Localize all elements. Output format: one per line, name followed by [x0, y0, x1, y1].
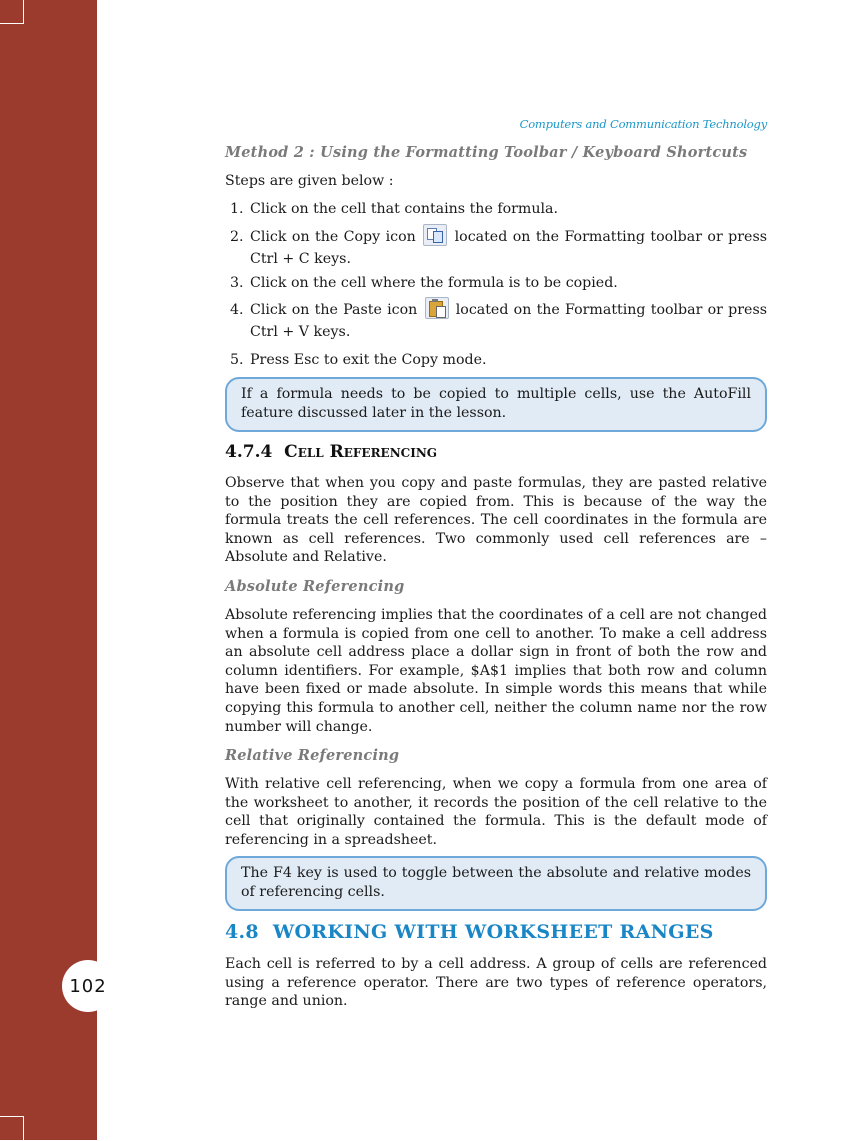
- note-box: The F4 key is used to toggle between the absolute and relative modes of referencing cells.: [225, 856, 767, 911]
- absolute-referencing-heading: Absolute Referencing: [225, 578, 405, 595]
- relative-referencing-heading: Relative Referencing: [225, 747, 400, 764]
- paragraph-ranges: Each cell is referred to by a cell address. A group of cells are referenced using a reference operator. There are two types of reference operators, range and union.: [225, 956, 767, 1010]
- step-number: 3.: [230, 275, 244, 291]
- copy-icon: [423, 224, 447, 246]
- step-text: Click on the Copy icon located on the Formatting toolbar or press Ctrl + C keys.: [250, 226, 767, 270]
- crop-mark-top: [0, 0, 24, 24]
- section-heading: 4.8 WORKING WITH WORKSHEET RANGES: [225, 921, 714, 943]
- step-number: 1.: [230, 201, 244, 217]
- paragraph-cell-referencing: Observe that when you copy and paste formulas, they are pasted relative to the position they are copied from. This is because of the way the formula treats the cell references. The cell coordinates in the formula are known as cell references. Two commonly used cell references are – Absolute and Relative.: [225, 475, 767, 566]
- steps-intro: Steps are given below :: [225, 173, 394, 189]
- note-box: If a formula needs to be copied to multiple cells, use the AutoFill feature discussed later in the lesson.: [225, 377, 767, 432]
- paragraph-relative: With relative cell referencing, when we copy a formula from one area of the worksheet to another, it records the position of the cell relative to the cell that originally contained the formula. This is the default mode of referencing in a spreadsheet.: [225, 776, 767, 848]
- section-heading: 4.7.4 Cell Referencing: [225, 442, 438, 462]
- page-number: 102: [62, 960, 114, 1012]
- crop-mark-bottom: [0, 1116, 24, 1141]
- method-heading: Method 2 : Using the Formatting Toolbar / Keyboard Shortcuts: [225, 144, 748, 161]
- step-number: 2.: [230, 229, 244, 245]
- paste-icon: [425, 297, 449, 319]
- step-text: Click on the Paste icon located on the Formatting toolbar or press Ctrl + V keys.: [250, 299, 767, 343]
- step-number: 4.: [230, 302, 244, 318]
- paragraph-absolute: Absolute referencing implies that the coordinates of a cell are not changed when a formula is copied from one cell to another. To make a cell address an absolute cell address place a dollar sign in front of both the row and column identifiers. For example, $A$1 implies that both row and column have been fixed or made absolute. In simple words this means that while copying this formula to another cell, neither the column name nor the row number will change.: [225, 607, 767, 735]
- step-text: Click on the cell where the formula is to be copied.: [250, 275, 618, 291]
- running-header: Computers and Communication Technology: [519, 117, 767, 131]
- step-text: Click on the cell that contains the formula.: [250, 201, 559, 217]
- step-text: Press Esc to exit the Copy mode.: [250, 352, 487, 368]
- step-number: 5.: [230, 352, 244, 368]
